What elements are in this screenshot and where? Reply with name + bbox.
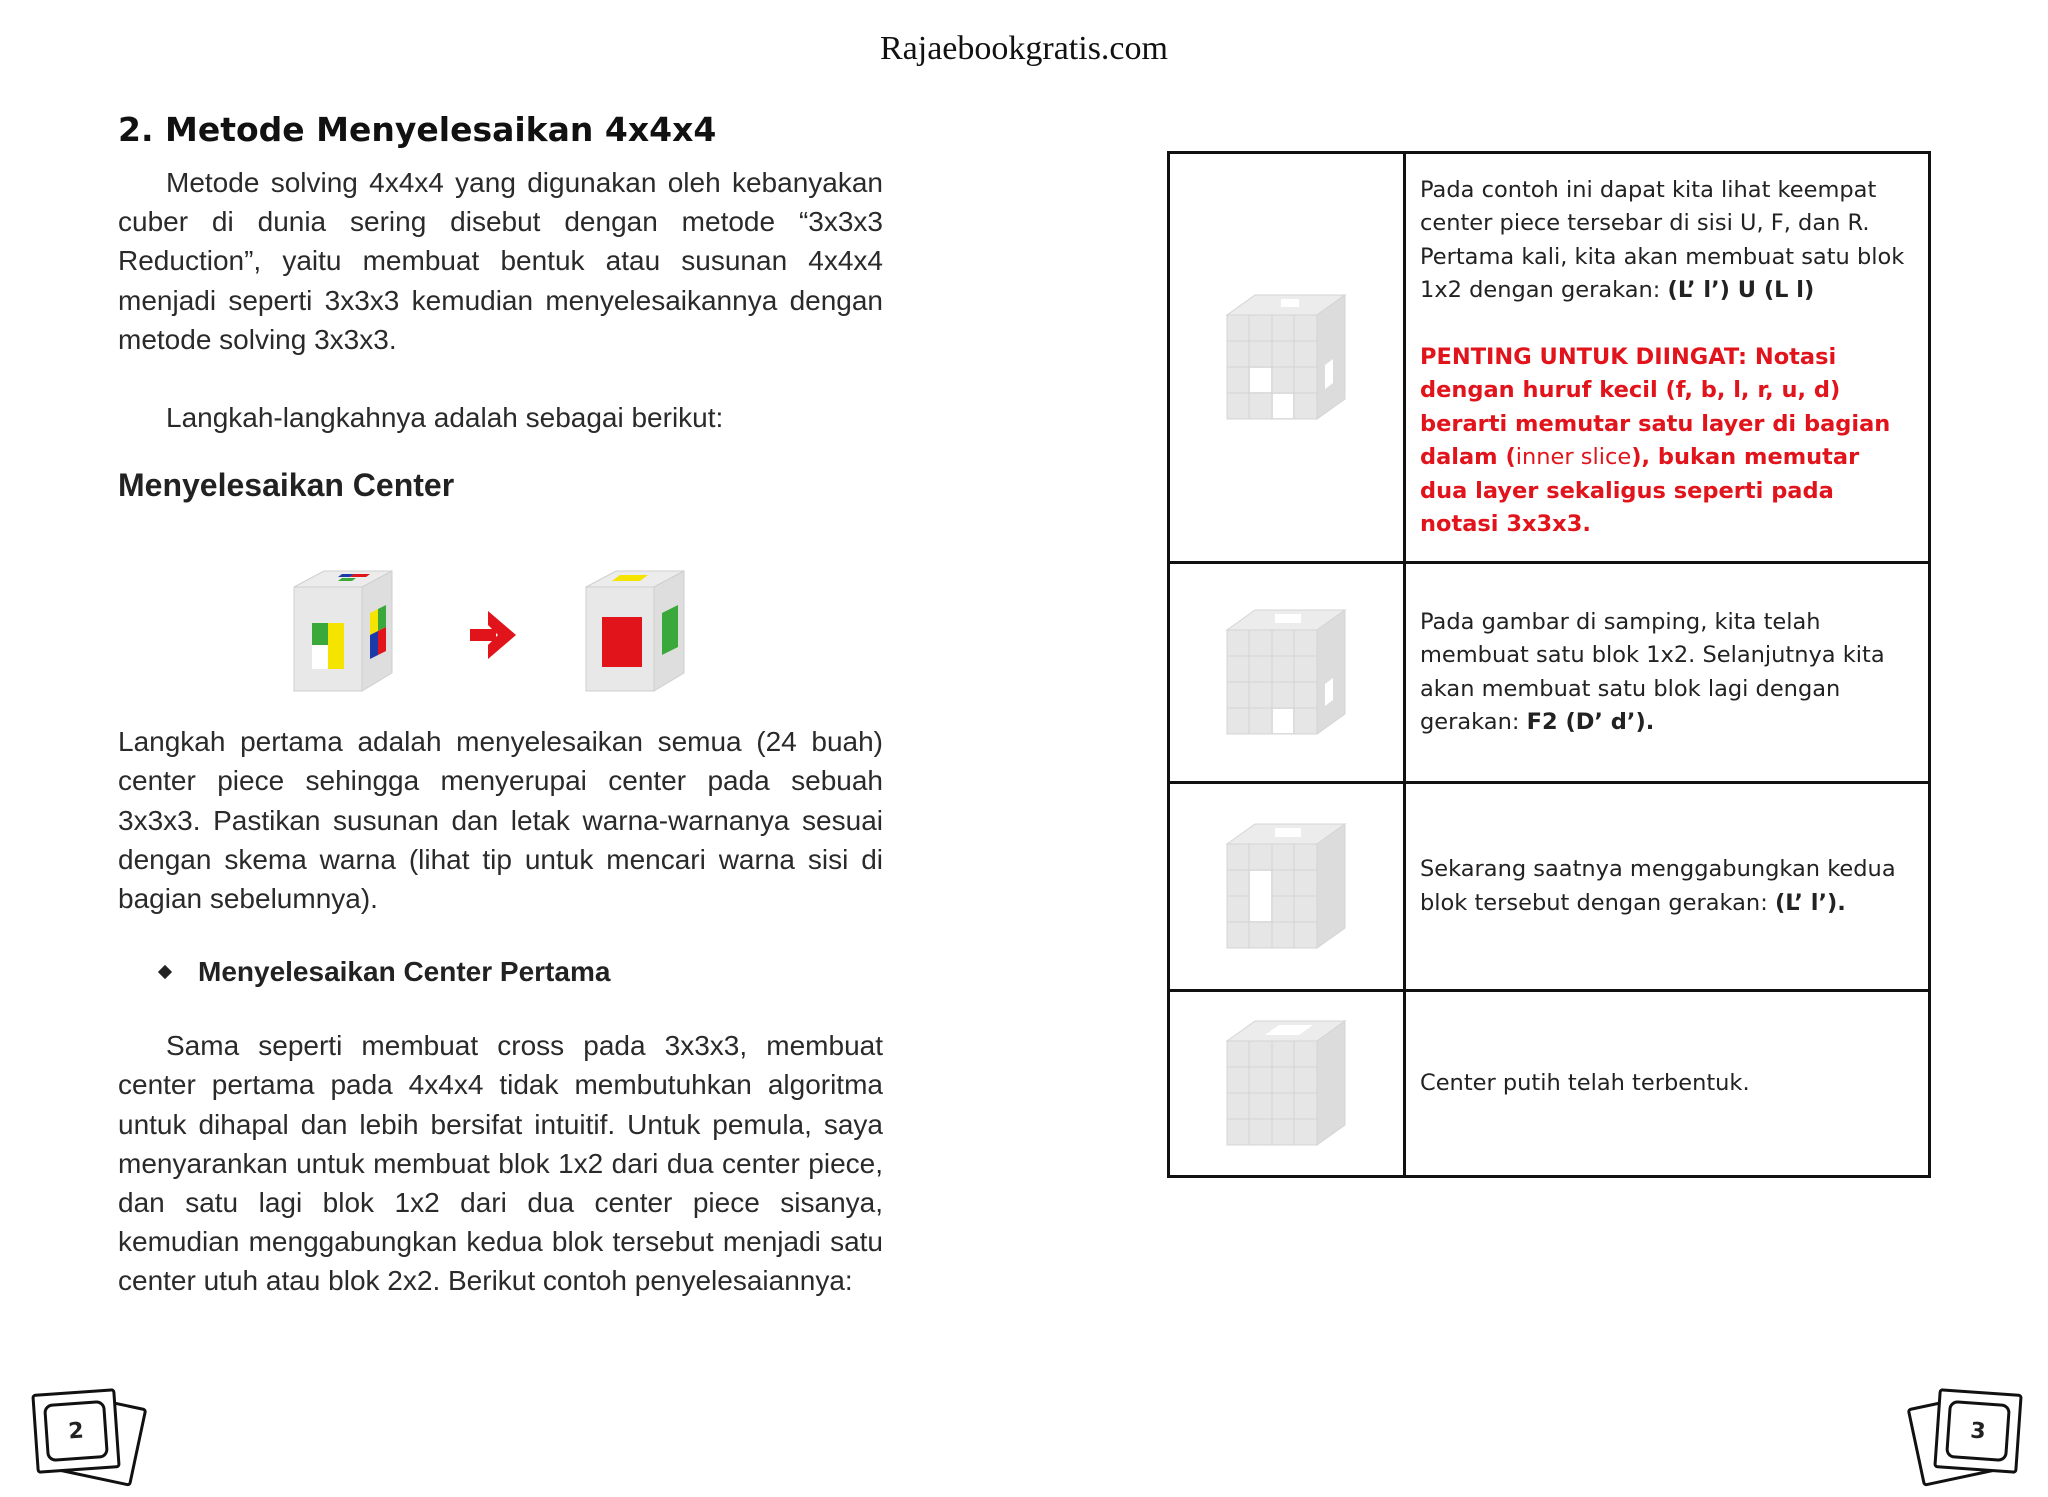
left-column xyxy=(118,110,883,1301)
diamond-bullet-icon xyxy=(158,965,172,979)
site-header: Rajaebookgratis.com xyxy=(880,30,1168,67)
subheading-center: Menyelesaikan Center xyxy=(118,467,455,504)
arrow-right-icon xyxy=(470,611,516,659)
card-front: 2 xyxy=(31,1388,120,1474)
paragraph-first-center: Sama seperti membuat cross pada 3x3x3, membuat center pertama pada 4x4x4 tidak membutuhkan algoritma untuk dihapal dan lebih bersifat intuitif. Untuk pemula, saya menyarankan untuk membuat blok 1x2 dari dua center piece, dan satu lagi blok 1x2 dari dua center piece sisanya, kemudian menggabungkan kedua blok tersebut menjadi satu center utuh atau blok 2x2. Berikut contoh penyelesaiannya: xyxy=(118,1030,883,1297)
table-row xyxy=(1169,563,1930,783)
table-row xyxy=(1169,991,1930,1177)
steps-table xyxy=(1167,151,1931,1178)
text-cell: Sekarang saatnya menggabungkan kedua blok tersebut dengan gerakan: (L’ l’). xyxy=(1405,783,1930,991)
paragraph-first-step: Langkah pertama adalah menyelesaikan semua (24 buah) center piece sehingga menyerupai center pada sebuah 3x3x3. Pastikan susunan dan letak warna-warnanya sesuai dengan skema warna (lihat tip untuk mencari warna sisi di bagian sebelumnya). xyxy=(118,726,883,915)
cube-before-image xyxy=(294,571,392,691)
text-cell: Pada gambar di samping, kita telah membuat satu blok 1x2. Selanjutnya kita akan membuat satu blok lagi dengan gerakan: F2 (D’ d’). xyxy=(1405,563,1930,783)
cube-step2-image xyxy=(1217,600,1357,740)
text-cell: Center putih telah terbentuk. xyxy=(1405,991,1930,1177)
bullet-heading: Menyelesaikan Center Pertama xyxy=(118,956,883,988)
cube-after-image xyxy=(586,571,684,691)
image-cell xyxy=(1169,563,1405,783)
steps-intro: Langkah-langkahnya adalah sebagai berikut: xyxy=(166,402,724,434)
intro-paragraph: Metode solving 4x4x4 yang digunakan oleh kebanyakan cuber di dunia sering disebut dengan metode “3x3x3 Reduction”, yaitu membuat bentuk atau susunan 4x4x4 menjadi seperti 3x3x3 kemudian menyelesaikannya dengan metode solving 3x3x3. xyxy=(118,167,883,355)
cube-step3-image xyxy=(1217,814,1357,954)
image-cell xyxy=(1169,991,1405,1177)
page-number-right xyxy=(1908,1385,2018,1485)
cube-step4-image xyxy=(1217,1011,1357,1151)
section-title: 2. Metode Menyelesaikan 4x4x4 xyxy=(118,110,717,149)
table-row xyxy=(1169,783,1930,991)
table-row xyxy=(1169,153,1930,563)
page-number-left xyxy=(32,1385,142,1485)
cube-step1-image xyxy=(1217,285,1357,425)
text-cell: Pada contoh ini dapat kita lihat keempat center piece tersebar di sisi U, F, dan R. Pertama kali, kita akan membuat satu blok 1x2 dengan gerakan: (L’ l’) U (L l) PENTING UNTUK DIINGAT: Notasi dengan huruf kecil (f, b, l, r, u, d) berarti memutar satu layer di bagian dalam (inner slice), bukan memutar dua layer sekaligus seperti pada notasi 3x3x3. xyxy=(1405,153,1930,563)
image-cell xyxy=(1169,783,1405,991)
image-cell xyxy=(1169,153,1405,563)
center-figure xyxy=(290,565,710,705)
card-front: 3 xyxy=(1933,1388,2022,1474)
